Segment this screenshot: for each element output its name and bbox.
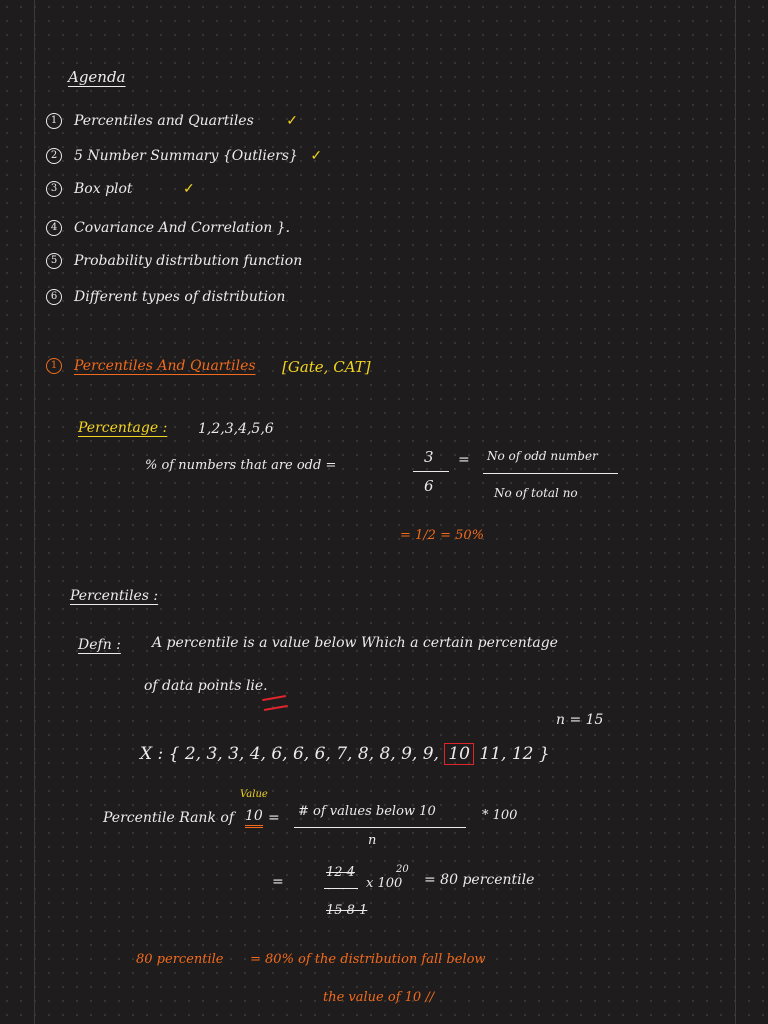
definition-text-line2: of data points lie. — [144, 678, 268, 694]
checkmark-icon: ✓ — [310, 148, 323, 164]
number-circle-icon: 6 — [46, 289, 62, 305]
target-value: 10 — [245, 808, 263, 828]
word-fraction-bar — [483, 473, 618, 474]
agenda-item — [46, 148, 322, 164]
agenda-item-text: Different types of distribution — [74, 289, 286, 305]
percentile-rank-label: Percentile Rank of — [103, 810, 234, 826]
percentage-label: Percentage : — [78, 420, 168, 436]
agenda-item — [46, 289, 285, 305]
calc-multiplier: x 100 — [366, 876, 403, 891]
percentage-statement: % of numbers that are odd = — [145, 458, 337, 473]
checkmark-icon: ✓ — [286, 113, 298, 129]
fraction-numerator: 3 — [424, 448, 434, 466]
calc-denominator: 15 8 1 — [326, 903, 368, 918]
multiply-hundred: * 100 — [482, 808, 518, 823]
conclusion-line2: the value of 10 // — [323, 990, 435, 1005]
definition-text-line1: A percentile is a value below Which a certain percentage — [152, 635, 558, 651]
section-tag: [Gate, CAT] — [282, 358, 371, 376]
percentage-result: = 1/2 = 50% — [400, 528, 484, 543]
number-circle-icon: 1 — [46, 358, 62, 374]
agenda-item — [46, 253, 302, 269]
agenda-item-text: 5 Number Summary {Outliers} — [74, 148, 298, 164]
equals-sign: = — [268, 810, 280, 826]
agenda-item-text: Covariance And Correlation }. — [74, 220, 291, 236]
equals-sign: = — [272, 874, 284, 890]
section-title: 1 Percentiles And Quartiles — [46, 358, 256, 374]
number-circle-icon: 2 — [46, 148, 62, 164]
calc-multiplier-top: 20 — [396, 864, 409, 875]
value-annotation: Value — [240, 789, 268, 800]
percentiles-label: Percentiles : — [70, 588, 159, 604]
agenda-item-text: Box plot — [74, 181, 133, 197]
calc-numerator: 12 4 — [326, 865, 355, 880]
calc-fraction-bar — [324, 888, 358, 889]
number-circle-icon: 3 — [46, 181, 62, 197]
fraction-bar — [413, 471, 449, 472]
conclusion-line1: = 80% of the distribution fall below — [250, 952, 486, 967]
equals-sign: = — [458, 452, 470, 468]
conclusion-term: 80 percentile — [136, 952, 224, 967]
checkmark-icon: ✓ — [183, 181, 195, 197]
word-fraction-numerator: No of odd number — [487, 449, 598, 463]
agenda-item-text: Percentiles and Quartiles — [74, 113, 254, 129]
highlighted-value: 10 — [444, 743, 474, 765]
number-circle-icon: 4 — [46, 220, 62, 236]
definition-label: Defn : — [78, 637, 121, 653]
rank-denominator: n — [368, 833, 377, 848]
agenda-heading: Agenda — [68, 68, 126, 86]
percentage-set: 1,2,3,4,5,6 — [198, 421, 274, 437]
agenda-item-text: Probability distribution function — [74, 253, 303, 269]
fraction-denominator: 6 — [424, 477, 434, 495]
rank-fraction-bar — [294, 827, 466, 828]
agenda-item — [46, 181, 195, 197]
rank-numerator: # of values below 10 — [298, 804, 436, 819]
dataset: X : { 2, 3, 3, 4, 6, 6, 6, 7, 8, 8, 9, 9, 10 11, 12 } — [140, 744, 550, 764]
agenda-item — [46, 220, 290, 236]
agenda-item — [46, 113, 298, 129]
number-circle-icon: 1 — [46, 113, 62, 129]
sample-size: n = 15 — [556, 712, 604, 728]
number-circle-icon: 5 — [46, 253, 62, 269]
calc-result: = 80 percentile — [424, 872, 535, 888]
word-fraction-denominator: No of total no — [494, 486, 578, 500]
